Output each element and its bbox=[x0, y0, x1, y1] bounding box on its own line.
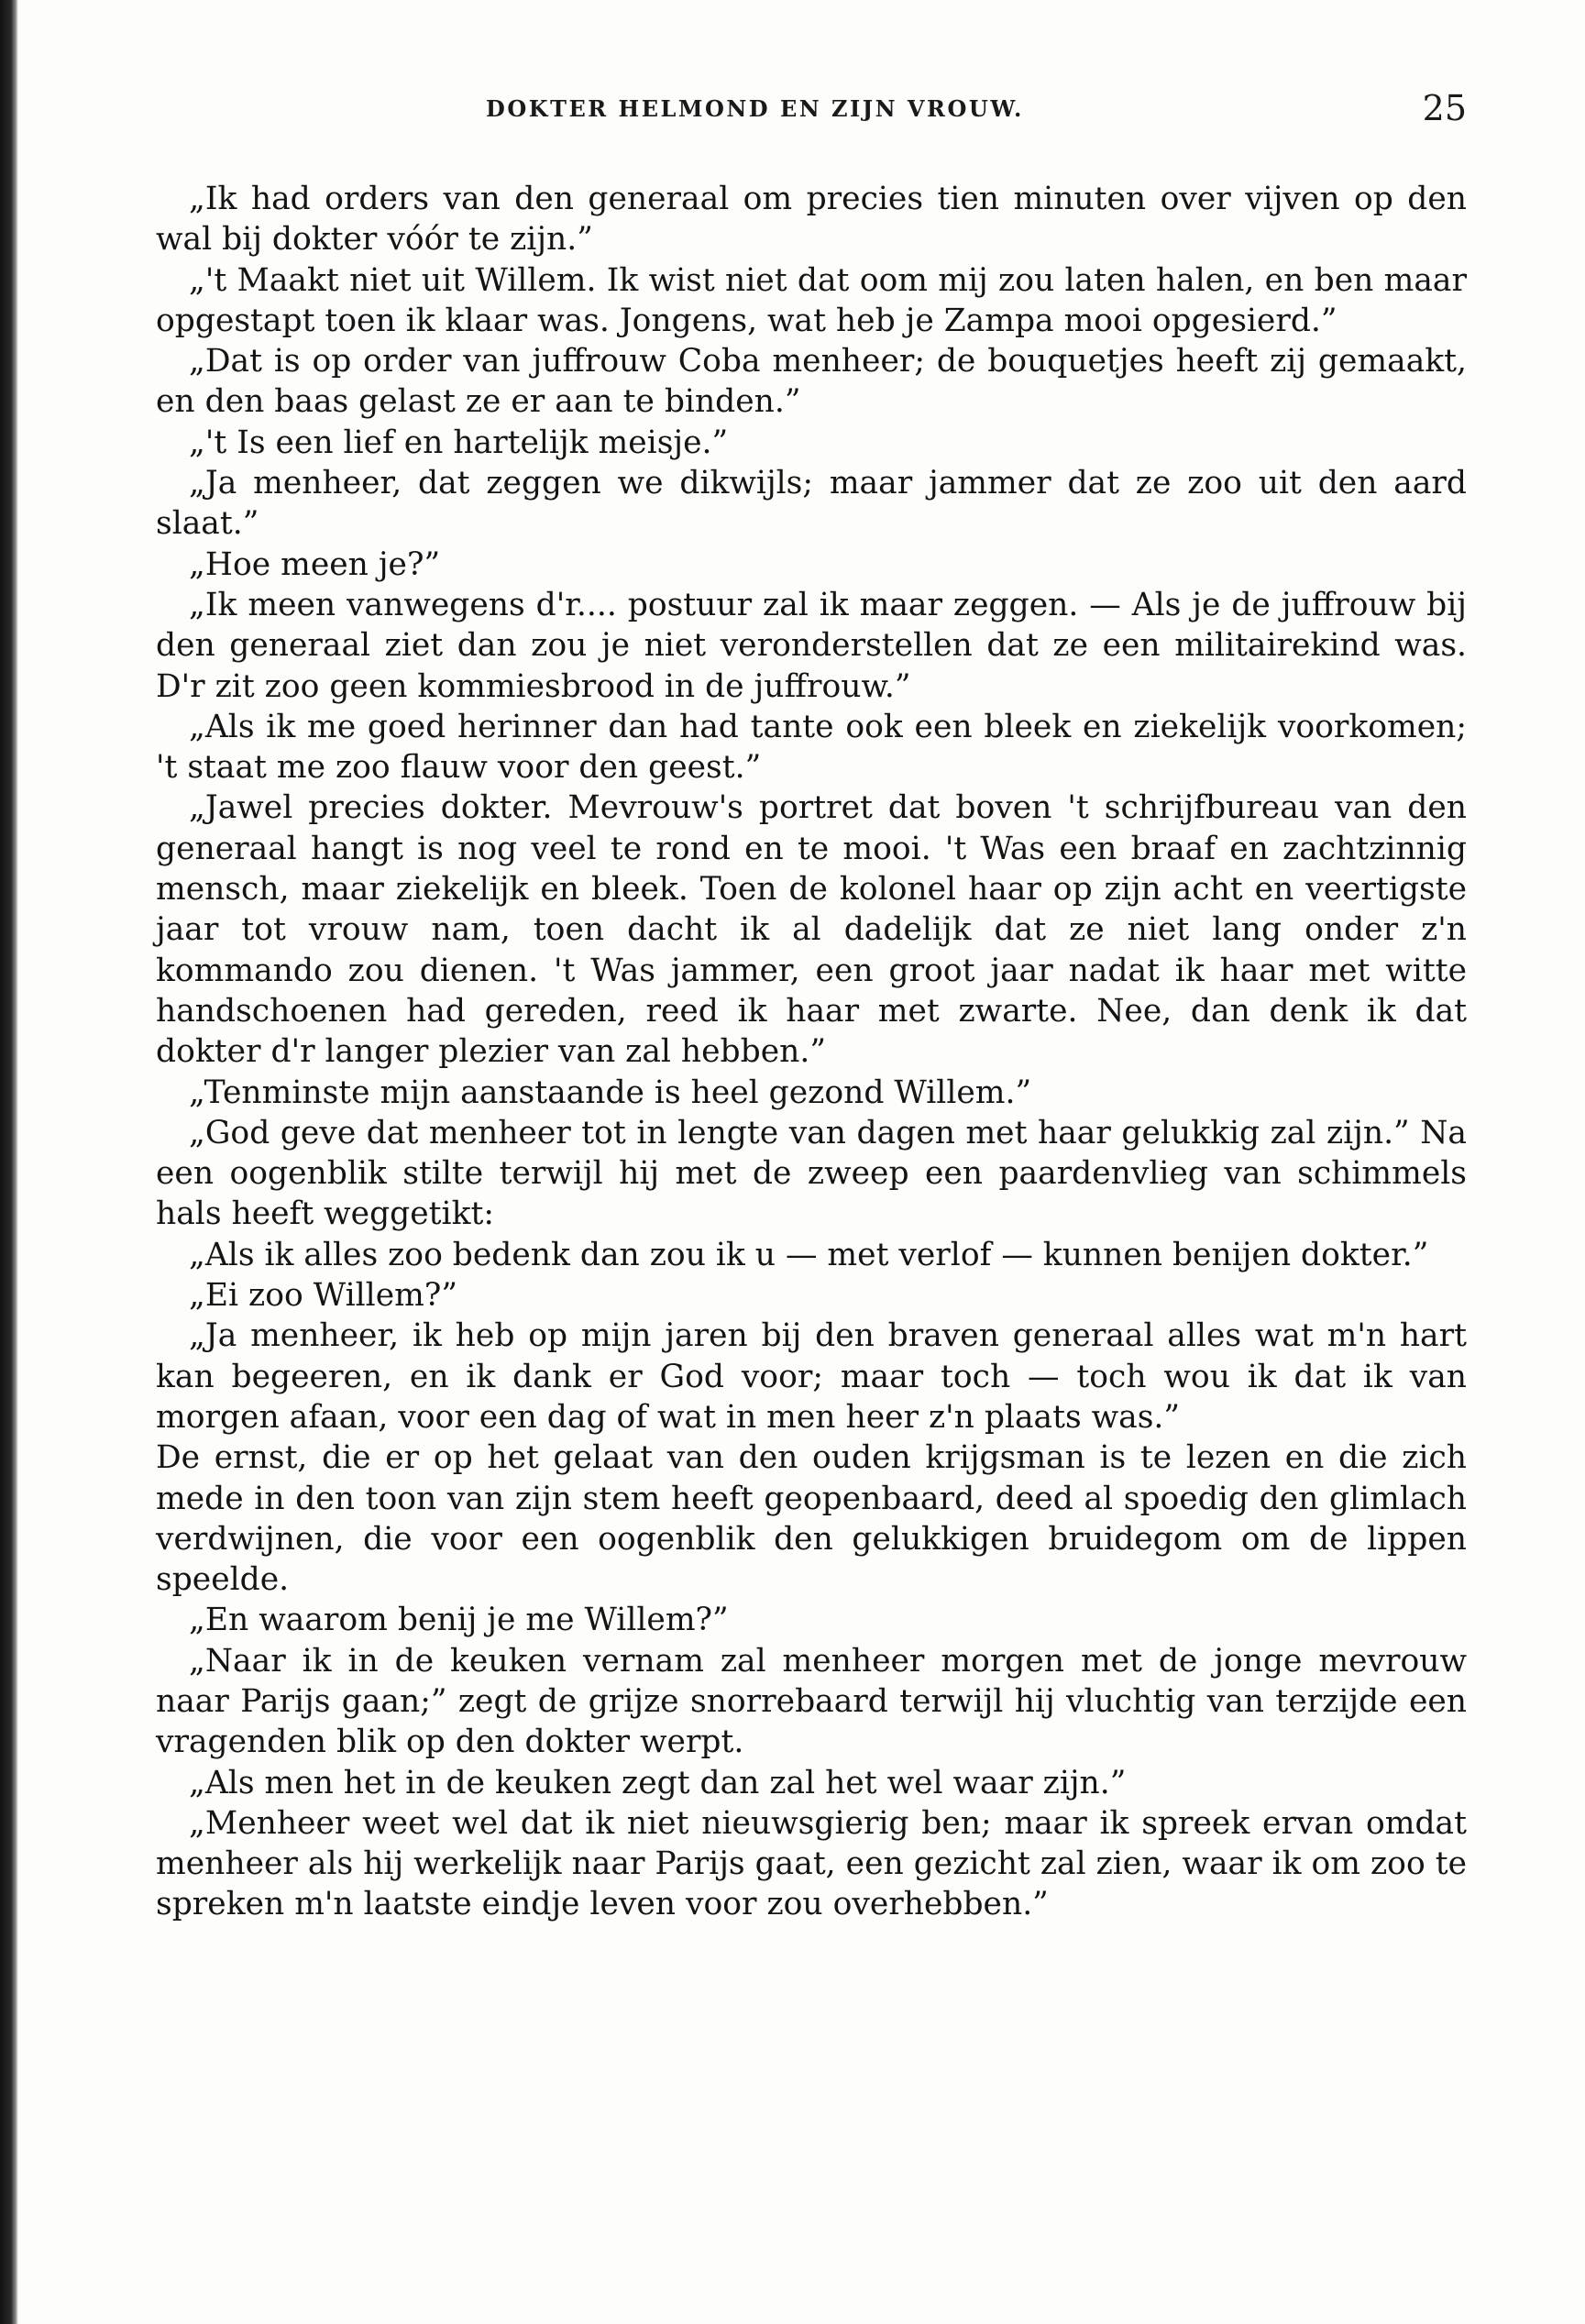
paragraph: „Ik had orders van den generaal om precies tien minuten over vijven op den wal bij dokter vóór te zijn.” bbox=[156, 181, 1467, 259]
paragraph: „Als ik alles zoo bedenk dan zou ik u — met verlof — kunnen benijen dokter.” bbox=[189, 1236, 1429, 1273]
paragraph: „God geve dat menheer tot in lengte van dagen met haar gelukkig zal zijn.” Na een oogenblik stilte terwijl hij met de zweep een paardenvlieg van schimmels hals heeft weggetikt: bbox=[156, 1114, 1467, 1233]
paragraph: „Menheer weet wel dat ik niet nieuwsgierig ben; maar ik spreek ervan omdat menheer als hij werkelijk naar Parijs gaat, een gezicht zal zien, waar ik om zoo te spreken m'n laatste eindje leven voor zou overhebben.” bbox=[156, 1804, 1467, 1923]
paragraph: „Ik meen vanwegens d'r.... postuur zal ik maar zeggen. — Als je de juffrouw bij den generaal ziet dan zou je niet veronderstellen dat ze een militairekind was. D'r zit zoo geen kommiesbrood in de juffrouw.” bbox=[156, 586, 1467, 705]
running-head bbox=[156, 88, 1467, 128]
paragraph: „Hoe meen je?” bbox=[189, 545, 441, 583]
paragraph: De ernst, die er op het gelaat van den ouden krijgsman is te lezen en die zich mede in den toon van zijn stem heeft geopenbaard, deed al spoedig den glimlach verdwijnen, die voor een oogenblik den gelukkigen bruidegom om de lippen speelde. bbox=[156, 1439, 1467, 1599]
binding-edge bbox=[0, 0, 18, 2324]
paragraph: „Naar ik in de keuken vernam zal menheer morgen met de jonge mevrouw naar Parijs gaan;” zegt de grijze snorrebaard terwijl hij vluchtig van terzijde een vragenden blik op den dokter werpt. bbox=[156, 1642, 1467, 1761]
paragraph: „Ei zoo Willem?” bbox=[189, 1277, 457, 1315]
paragraph: „'t Maakt niet uit Willem. Ik wist niet dat oom mij zou laten halen, en ben maar opgestapt toen ik klaar was. Jongens, wat heb je Zampa mooi opgesierd.” bbox=[156, 261, 1467, 339]
paragraph: „Tenminste mijn aanstaande is heel gezond Willem.” bbox=[189, 1074, 1032, 1111]
paragraph: „'t Is een lief en hartelijk meisje.” bbox=[189, 424, 729, 461]
paragraph: „Dat is op order van juffrouw Coba menheer; de bouquetjes heeft zij gemaakt, en den baas gelast ze er aan te binden.” bbox=[156, 343, 1467, 421]
running-title: DOKTER HELMOND EN ZIJN VROUW. bbox=[486, 95, 1024, 122]
paragraph: „Ja menheer, dat zeggen we dikwijls; maar jammer dat ze zoo uit den aard slaat.” bbox=[156, 465, 1467, 543]
paragraph: „Ja menheer, ik heb op mijn jaren bij den braven generaal alles wat m'n hart kan begeeren, en ik dank er God voor; maar toch — toch wou ik dat ik van morgen afaan, voor een dag of wat in men heer z'n plaats was.” bbox=[156, 1317, 1467, 1436]
paragraph: „En waarom benij je me Willem?” bbox=[189, 1602, 729, 1639]
paragraph: „Als men het in de keuken zegt dan zal het wel waar zijn.” bbox=[189, 1764, 1127, 1801]
page-number: 25 bbox=[1422, 88, 1467, 128]
paragraph: „Als ik me goed herinner dan had tante ook een bleek en ziekelijk voorkomen; 't staat me zoo flauw voor den geest.” bbox=[156, 708, 1467, 787]
paragraph: „Jawel precies dokter. Mevrouw's portret dat boven 't schrijfbureau van den generaal hangt is nog veel te rond en te mooi. 't Was een braaf en zachtzinnig mensch, maar ziekelijk en bleek. Toen de kolonel haar op zijn acht en veertigste jaar tot vrouw nam, toen dacht ik al dadelijk dat ze niet lang onder z'n kommando zou dienen. 't Was jammer, een groot jaar nadat ik haar met witte handschoenen had gereden, reed ik haar met zwarte. Nee, dan denk ik dat dokter d'r langer plezier van zal hebben.” bbox=[156, 789, 1467, 1071]
body-text bbox=[156, 179, 1467, 1925]
